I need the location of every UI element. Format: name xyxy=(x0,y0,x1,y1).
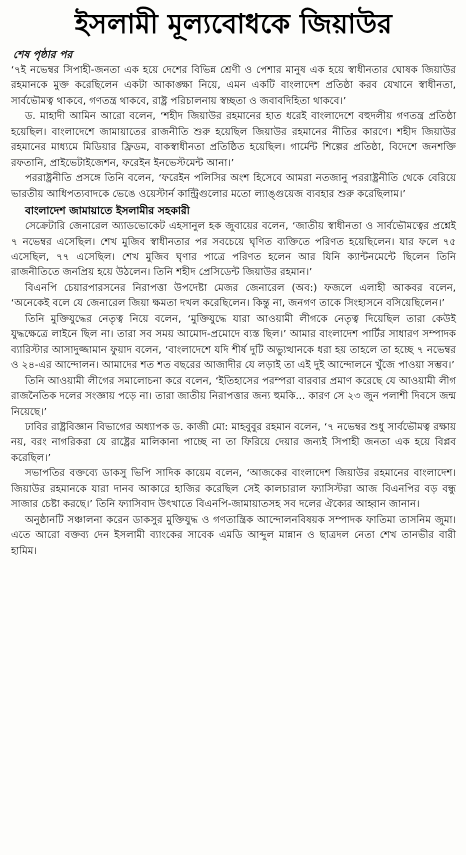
article-paragraph: অনুষ্ঠানটি সঞ্চালনা করেন ডাকসুর মুক্তিযুদ্ধ ও গণতান্ত্রিক আন্দোলনবিষয়ক সম্পাদক ফাতিমা তাসনিম জুমা। এতে আরো বক্তব্য দেন ইসলামী ব্যাংকের সাবেক এমডি আব্দুল মান্নান ও ছাত্রদল নেতা শেখ তানভীর বারী হামিম। xyxy=(11,514,456,557)
article-paragraph: তিনি মুক্তিযুদ্ধের নেতৃত্ব নিয়ে বলেন, ‘মুক্তিযুদ্ধে যারা আওয়ামী লীগকে নেতৃত্ব দিয়েছিল তারা কেউই যুদ্ধক্ষেত্রে লাইনে ছিল না। তারা সব সময় আমোদ-প্রমোদে ব্যস্ত ছিল।’ আমার বাংলাদেশ পার্টির সাধারণ সম্পাদক ব্যারিস্টার আসাদুজ্জামান ফুয়াদ বলেন, ‘বাংলাদেশে যদি শীর্ষ দুটি অভ্যুত্থানকে ধরা হয় তাহলে তা হচ্ছে ৭ নভেম্বর ও ২৪-এর আন্দোলন। আমাদের শত শত বছরের আজাদীর যে লড়াই তা এই দুই আন্দোলনে খুঁজে পাওয়া সম্ভব।’ xyxy=(11,313,456,372)
article-subheading: বাংলাদেশ জামায়াতে ইসলামীর সহকারী xyxy=(25,205,190,218)
article-paragraph: বিএনপি চেয়ারপারসনের নিরাপত্তা উপদেষ্টা মেজর জেনারেল (অব:) ফজলে এলাহী আকবর বলেন, ‘অনেকেই বলে যে জেনারেল জিয়া ক্ষমতা দখল করেছিলেন। কিন্তু না, জনগণ তাকে সিংহাসনে বসিয়েছিলেন।’ xyxy=(11,282,456,310)
article-paragraph: ড. মাহাদী আমিন আরো বলেন, ‘শহীদ জিয়াউর রহমানের হাত ধরেই বাংলাদেশে বহুদলীয় গণতন্ত্র প্রতিষ্ঠা হয়েছিল। বাংলাদেশে জামায়াতের রাজনীতি শুরু হয়েছিল জিয়াউর রহমানের নীতির কারণে। শহীদ জিয়াউর রহমানের মাধ্যমে মিডিয়ার ফ্রিডম, বাকস্বাধীনতা প্রতিষ্ঠিত হয়েছিল। গার্মেন্ট শিল্পের প্রতিষ্ঠা, বিদেশে জনশক্তি রফতানি, প্রাইভেটাইজেশন, ফরেইন ইনভেস্টমেন্ট আনা।’ xyxy=(11,111,456,169)
article-headline: ইসলামী মূল্যবোধকে জিয়াউর xyxy=(74,9,393,40)
continued-from-label: শেষ পৃষ্ঠার পর xyxy=(13,49,73,61)
article-paragraph: ‘৭ই নভেম্বর সিপাহী-জনতা এক হয়ে দেশের বিভিন্ন শ্রেণী ও পেশার মানুষ এক হয়ে স্বাধীনতার ঘোষক জিয়াউর রহমানকে মুক্ত করেছিলেন একটা আকাঙ্ক্ষা নিয়ে, এমন একটি বাংলাদেশ প্রতিষ্ঠা করব যেখানে স্বাধীনতা, সার্বভৌমত্ব থাকবে, গণতন্ত্র থাকবে, রাষ্ট্র পরিচালনায় স্বচ্ছতা ও জবাবদিহিতা থাকবে।’ xyxy=(11,65,456,107)
article-paragraph: পররাষ্ট্রনীতি প্রসঙ্গে তিনি বলেন, ‘ফরেইন পলিসির অংশ হিসেবে আমরা নতজানু পররাষ্ট্রনীতি থেকে বেরিয়ে ভারতীয় আধিপত্যবাদকে ভেঙে ওয়েস্টার্ন কান্ট্রিগুলোর মতো ল্যাঙ্গুয়েজ ব্যবহার শুরু করেছিলাম।’ xyxy=(11,173,456,200)
article-paragraph: সভাপতির বক্তব্যে ডাকসু ভিপি সাদিক কায়েম বলেন, ‘আজকের বাংলাদেশ জিয়াউর রহমানের বাংলাদেশ। জিয়াউর রহমানকে যারা দানব আকারে হাজির করেছিল সেই কালচারাল ফ্যাসিস্টরা আজ বিএনপির বড় বন্ধু সাজার চেষ্টা করছে।’ তিনি ফ্যাসিবাদ উৎখাতে বিএনপি-জামায়াতসহ সব দলের ঐক্যের আহ্বান জানান। xyxy=(11,468,456,511)
article-paragraph: তিনি আওয়ামী লীগের সমালোচনা করে বলেন, ‘ইতিহাসের পরম্পরা বারবার প্রমাণ করেছে যে আওয়ামী লীগ রাজনৈতিক দলের সংজ্ঞায় পড়ে না। তারা জাতীয় নিরাপত্তার জন্য হুমকি... কারণ সে ২৩ জুন পলাশী দিবসে জন্ম নিয়েছে।’ xyxy=(11,375,456,418)
article-paragraph: ঢাবির রাষ্ট্রবিজ্ঞান বিভাগের অধ্যাপক ড. কাজী মো: মাহবুবুর রহমান বলেন, ‘৭ নভেম্বর শুধু সার্বভৌমত্ব রক্ষায় নয়, বরং নাগরিকরা যে রাষ্ট্রের মালিকানা পাচ্ছে না তা ফিরিয়ে দেয়ার জন্যই সিপাহী জনতা এক হয়ে বিপ্লব করেছিল।’ xyxy=(11,421,456,464)
article-paragraph: সেক্রেটারি জেনারেল অ্যাডভোকেট এহসানুল হক জুবায়ের বলেন, ‘জাতীয় স্বাধীনতা ও সার্বভৌমত্বের প্রশ্নেই ৭ নভেম্বর এসেছিল। শেখ মুজিব স্বাধীনতার পর সবচেয়ে ঘৃণিত ব্যক্তিতে পরিণত হয়েছিলেন। যার ফলে ৭৫ এসেছিল, ৭৭ এসেছিল। শেখ মুজিব ঘৃণার পাত্রে পরিণত হলেন আর যিনি ক্যান্টনমেন্টে ছিলেন তিনি রাজনীতিতে জনপ্রিয় হয়ে উঠলেন। তিনি শহীদ প্রেসিডেন্ট জিয়াউর রহমান।’ xyxy=(11,221,456,279)
